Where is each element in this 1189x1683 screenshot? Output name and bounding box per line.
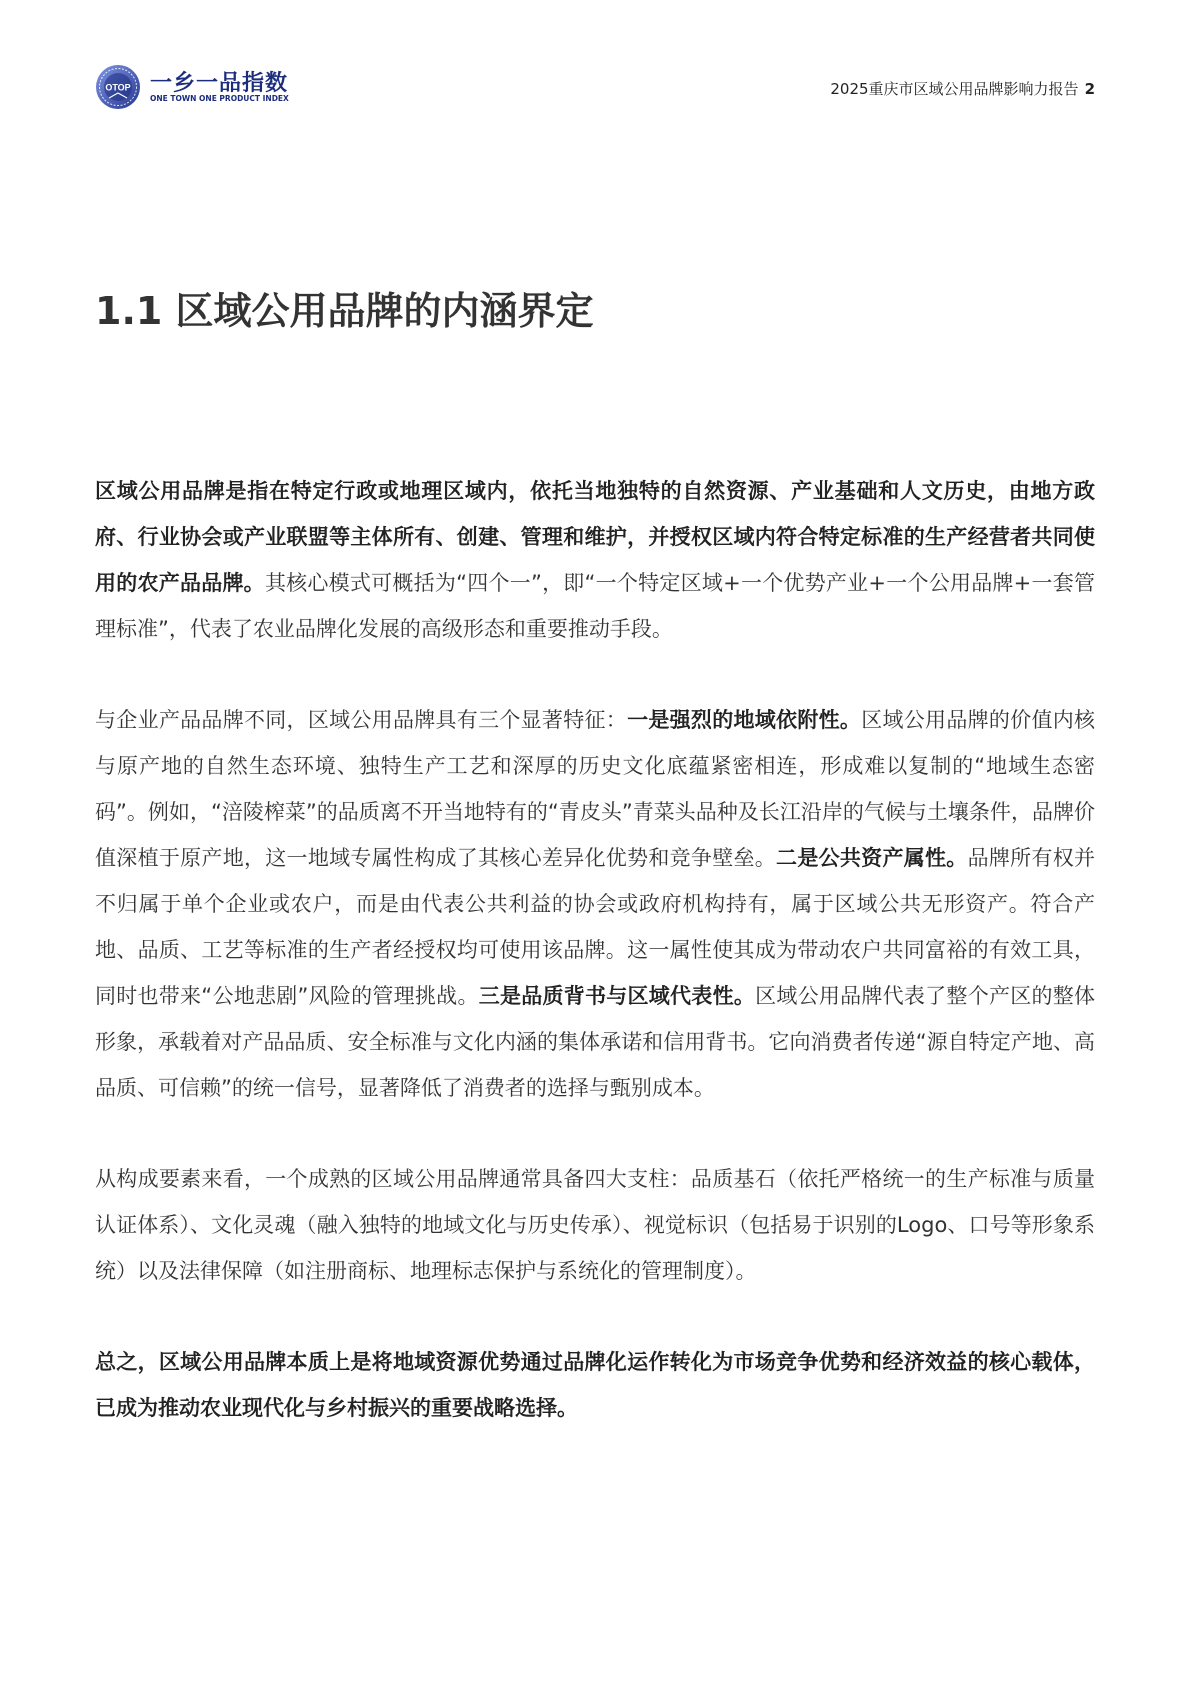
report-title: [830, 78, 1095, 99]
paragraph-features: [95, 697, 1095, 1111]
feature-1-title: 一是强烈的地域依附性。: [627, 708, 862, 732]
logo-name-cn: 一乡一品指数: [150, 71, 289, 96]
definition-bold: 区域公用品牌是指在特定行政或地理区域内，依托当地独特的自然资源、产业基础和人文历史，由地方政府、行业协会或产业联盟等主体所有、创建、管理和维护，并授权区域内符合特定标准的生产经营者共同使用的农产品品牌。: [95, 479, 1095, 595]
page-number: 2: [1084, 80, 1095, 98]
feature-2-title: 二是公共资产属性。: [776, 846, 968, 870]
feature-3-title: 三是品质背书与区域代表性。: [478, 984, 756, 1008]
paragraph-definition: [95, 468, 1095, 652]
section-heading: 1.1 区域公用品牌的内涵界定: [95, 289, 594, 333]
paragraph-pillars: [95, 1156, 1095, 1294]
logo-name-en: ONE TOWN ONE PRODUCT INDEX: [150, 94, 289, 103]
otop-emblem-icon: [95, 64, 141, 110]
pillars-text: 从构成要素来看，一个成熟的区域公用品牌通常具备四大支柱：品质基石（依托严格统一的生产标准与质量认证体系）、文化灵魂（融入独特的地域文化与历史传承）、视觉标识（包括易于识别的Logo、口号等形象系统）以及法律保障（如注册商标、地理标志保护与系统化的管理制度）。: [95, 1167, 1095, 1283]
otop-logo: [95, 62, 295, 112]
page-header: [95, 62, 1095, 112]
emblem-text: OTOP: [105, 82, 131, 93]
features-intro: 与企业产品品牌不同，区域公用品牌具有三个显著特征：: [95, 708, 628, 732]
definition-text: 其核心模式可概括为“四个一”，即“一个特定区域+一个优势产业+一个公用品牌+一套管理标准”，代表了农业品牌化发展的高级形态和重要推动手段。: [95, 571, 1095, 641]
feature-1-text: 区域公用品牌的价值内核与原产地的自然生态环境、独特生产工艺和深厚的历史文化底蕴紧密相连，形成难以复制的“地域生态密码”。例如，“涪陵榨菜”的品质离不开当地特有的“青皮头”青菜头品种及长江沿岸的气候与土壤条件，品牌价值深植于原产地，这一地域专属性构成了其核心差异化优势和竞争壁垒。: [95, 708, 1096, 870]
paragraph-conclusion: [95, 1339, 1095, 1431]
feature-2-text: 品牌所有权并不归属于单个企业或农户，而是由代表公共利益的协会或政府机构持有，属于区域公共无形资产。符合产地、品质、工艺等标准的生产者经授权均可使用该品牌。这一属性使其成为带动农户共同富裕的有效工具，同时也带来“公地悲剧”风险的管理挑战。: [95, 846, 1096, 1008]
conclusion-bold: 总之，区域公用品牌本质上是将地域资源优势通过品牌化运作转化为市场竞争优势和经济效益的核心载体，已成为推动农业现代化与乡村振兴的重要战略选择。: [95, 1350, 1095, 1420]
main-content: [95, 468, 1095, 1476]
report-title-text: 2025重庆市区域公用品牌影响力报告: [830, 80, 1079, 98]
feature-3-text: 区域公用品牌代表了整个产区的整体形象，承载着对产品品质、安全标准与文化内涵的集体承诺和信用背书。它向消费者传递“源自特定产地、高品质、可信赖”的统一信号，显著降低了消费者的选择与甄别成本。: [95, 984, 1095, 1100]
